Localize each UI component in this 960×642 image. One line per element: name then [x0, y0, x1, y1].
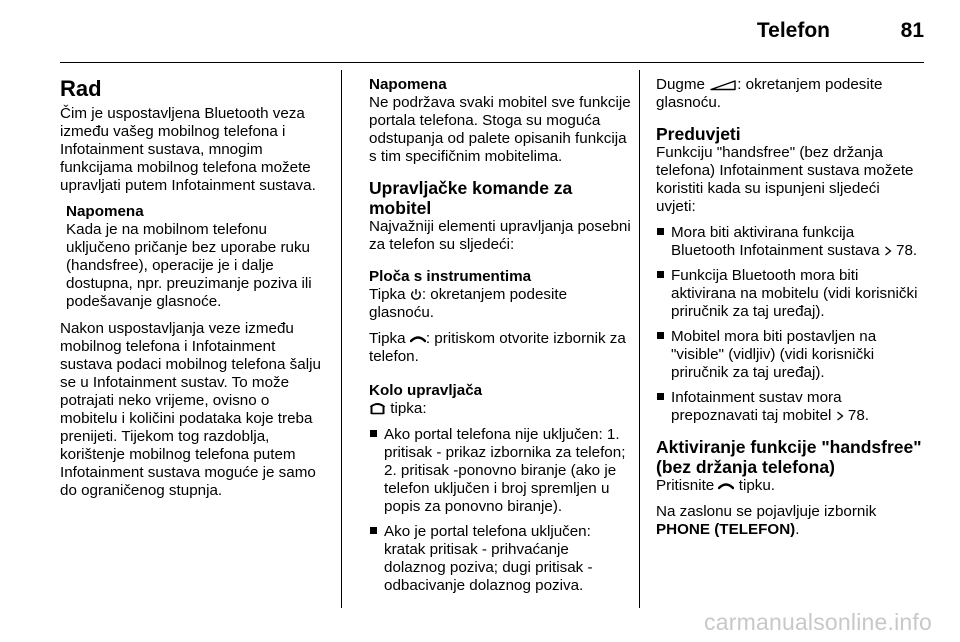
dugme-prefix: Dugme [656, 76, 705, 93]
menu-suffix: . [795, 521, 800, 538]
tipka-menu-text: : pritiskom otvorite izbornik za telefon. [369, 330, 626, 365]
column-3 [656, 76, 922, 547]
tipka-menu-line [369, 330, 631, 366]
rad-intro: Čim je uspostavljena Bluetooth veza između vašeg mobilnog telefona i Infotainment sustava, mnogim funkcijama mobilnog telefona možete upravljati putem Infotainment sustava. [60, 105, 316, 194]
page-reference: 78. [847, 407, 869, 424]
list-item [656, 389, 922, 425]
prereq-intro: Funkciju "handsfree" (bez držanja telefona) Infotainment sustava možete koristiti kada su ispunjeni sljedeći uvjeti: [656, 144, 914, 215]
press-prefix: Pritisnite [656, 477, 715, 494]
note-label: Napomena [369, 76, 447, 93]
list-item-text: Funkcija Bluetooth mora biti aktivirana na mobitelu (vidi korisnički priručnik za taj uređaj). [671, 267, 918, 320]
wheel-key-text: tipka: [390, 400, 427, 417]
rad-paragraph-2: Nakon uspostavljanja veze između mobilnog telefona i Infotainment sustava podaci mobilnog telefona šalju se u Infotainment sustav. To može potrajati neko vrijeme, ovisno o mobitelu i količini podataka koje treba prenijeti. Tijekom tog razdoblja, korištenje mobilnog telefona putem Infotainment sustava moguće je samo do ograničenog stupnja. [60, 320, 321, 499]
wheel-key-bullets [369, 426, 631, 595]
page-title: Telefon [756, 19, 830, 42]
subheading-steering-wheel: Kolo upravljača [369, 382, 483, 399]
tipka-prefix: Tipka [369, 330, 406, 347]
page-ref [884, 242, 917, 259]
note-block [369, 76, 631, 166]
header-rule [60, 62, 924, 63]
phone-handset-icon [718, 481, 734, 491]
page-reference-icon [836, 411, 844, 421]
list-item-text: Mora biti aktivirana funkcija Bluetooth Infotainment sustava [671, 224, 880, 259]
list-item: Ako portal telefona nije uključen: 1. pritisak - prikaz izbornika za telefon; 2. pritisak -ponovno biranje (ako je telefon uključen i broj spremljen u popis za ponovno biranje). [369, 426, 631, 516]
column-2 [369, 76, 631, 602]
watermark: carmanualsonline.info [704, 609, 932, 635]
section-heading-rad: Rad [60, 76, 102, 101]
steering-phone-key-icon [369, 402, 386, 415]
subheading-instrument-panel: Ploča s instrumentima [369, 268, 532, 285]
phone-handset-icon [410, 334, 426, 344]
list-item-text: Mobitel mora biti postavljen na "visible" (vidljiv) (vidi korisnički priručnik za taj uređaj). [671, 328, 877, 381]
controls-intro: Najvažniji elementi upravljanja posebni za telefon su sljedeći: [369, 218, 631, 253]
section-heading-activate: Aktiviranje funkcije "handsfree" (bez držanja telefona) [656, 437, 922, 477]
section-heading-controls: Upravljačke komande za mobitel [369, 178, 573, 218]
page-reference: 78. [896, 242, 918, 259]
page-reference-icon [884, 246, 892, 256]
volume-wedge-icon [709, 79, 737, 91]
menu-name: PHONE (TELEFON) [656, 521, 796, 538]
dugme-line [656, 76, 922, 112]
screen-text: Na zaslonu se pojavljuje izbornik [656, 503, 877, 520]
column-1 [60, 76, 330, 508]
list-item [656, 267, 922, 321]
prereq-bullets [656, 224, 922, 425]
press-suffix: tipku. [738, 477, 776, 494]
list-item: Ako je portal telefona uključen: kratak pritisak - prihvaćanje dolaznog poziva; dugi pritisak - odbacivanje dolaznog poziva. [369, 523, 631, 595]
page-number: 81 [900, 19, 924, 42]
tipka-volume-text: : okretanjem podesite glasnoću. [369, 286, 568, 321]
list-item [656, 328, 922, 382]
power-knob-icon [410, 288, 422, 301]
screen-line [656, 503, 922, 539]
tipka-volume-line [369, 286, 631, 322]
list-item-text: Infotainment sustav mora prepoznavati taj mobitel [671, 389, 842, 424]
note-text: Kada je na mobilnom telefonu uključeno pričanje bez uporabe ruku (handsfree), operacije je i dalje dostupna, npr. preuzimanje poziva ili podešavanje glasnoće. [66, 221, 312, 310]
column-divider-2 [639, 70, 640, 608]
list-item [656, 224, 922, 260]
wheel-key-line [369, 400, 631, 418]
press-line [656, 477, 922, 495]
dugme-text: : okretanjem podesite glasnoću. [656, 76, 883, 111]
note-label: Napomena [66, 203, 144, 220]
tipka-prefix: Tipka [369, 286, 406, 303]
section-heading-prereq: Preduvjeti [656, 124, 741, 144]
note-text: Ne podržava svaki mobitel sve funkcije portala telefona. Stoga su moguća odstupanja od palete opisanih funkcija s tim specifičnim mobitelima. [369, 94, 631, 165]
note-block [66, 203, 330, 311]
column-divider-1 [341, 70, 342, 608]
